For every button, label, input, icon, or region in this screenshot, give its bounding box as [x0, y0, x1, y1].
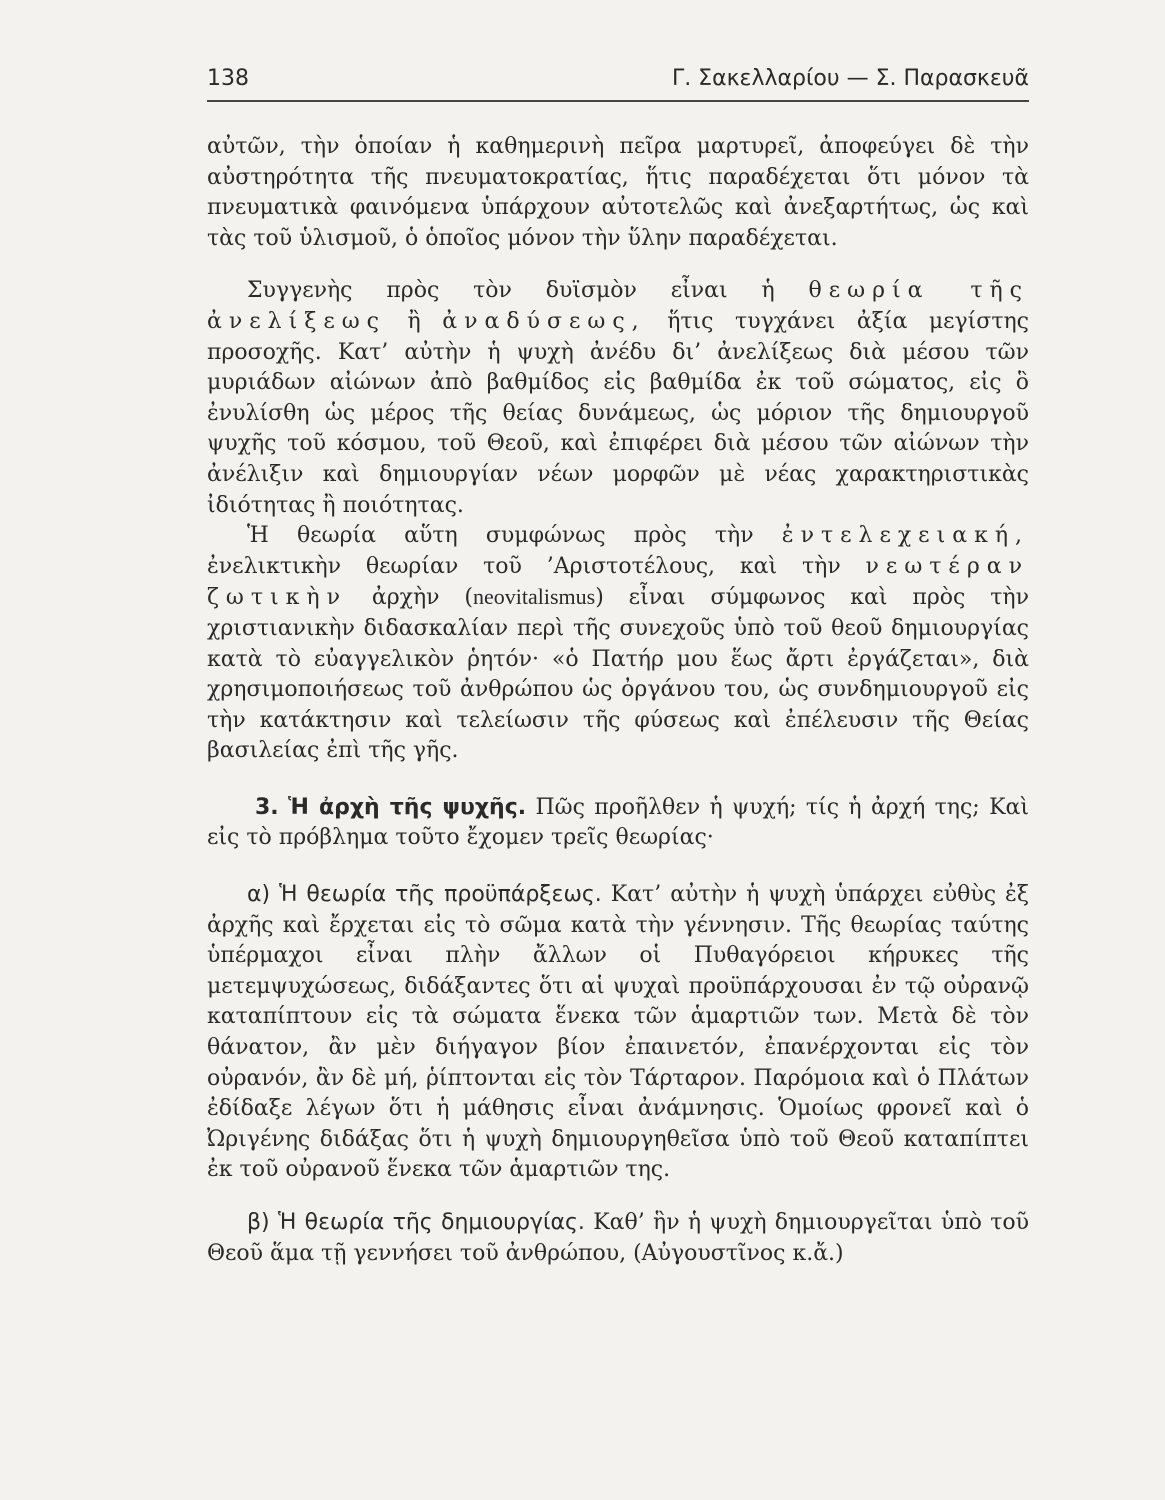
latin-term: neovitalismus — [473, 584, 596, 610]
paragraph-evolution-theory — [207, 276, 1029, 521]
spaced-term: ἀναδύσεως, — [442, 308, 646, 334]
section-title: Ἡ ἀρχὴ τῆς ψυχῆς. — [288, 794, 527, 820]
theory-preexistence — [207, 880, 1029, 1186]
page-number: 138 — [207, 66, 249, 91]
section-intro-text: Πῶς προῆλθεν ἡ ψυχή; τίς ἡ ἀρχή της; Καὶ εἰς τὸ πρόβλημα τοῦτο ἔχομεν τρεῖς θεωρίας· — [207, 794, 1029, 851]
spaced-term: νεωτέραν ζωτικὴν — [207, 553, 1029, 611]
section-3-intro — [207, 793, 1029, 854]
theory-label: α) — [247, 882, 271, 908]
page-header — [207, 66, 1029, 102]
text-run: ἥτις τυγχάνει ἀξία μεγίστης προσοχῆς. Κατ’ αὐτὴν ἡ ψυχὴ ἀνέδυ δι’ ἀνελίξεως διὰ μέσου τῶν μυριάδων αἰώνων ἀπὸ βαθμίδος εἰς βαθμίδα ἐκ τοῦ σώματος, εἰς ὃ ἐνυλίσθη ὡς μέρος τῆς θείας δυνάμεως, ὡς μόριον τῆς δημιουργοῦ ψυχῆς τοῦ κόσμου, τοῦ Θεοῦ, καὶ ἐπιφέρει διὰ μέσου τῶν αἰώνων τὴν ἀνέλιξιν καὶ δημιουργίαν νέων μορφῶν μὲ νέας χαρακτηριστικὰς ἰδιότητας ἢ ποιότητας. — [207, 308, 1029, 518]
text-run: ἢ — [407, 308, 421, 334]
text-run: ἀρχὴν ( — [371, 585, 473, 611]
theory-title: Ἡ θεωρία τῆς δημιουργίας. — [277, 1210, 585, 1235]
text-run: Συγγενὴς πρὸς τὸν δυϊσμὸν εἶναι ἡ — [247, 278, 775, 304]
spaced-term: θεωρία τῆς ἀνελίξεως — [207, 278, 1029, 334]
theory-title: Ἡ θεωρία τῆς προϋπάρξεως. — [279, 882, 602, 908]
theory-label: β) — [247, 1210, 270, 1235]
text-run: ) εἶναι σύμφωνος καὶ πρὸς τὴν χριστιανικὴν διδασκαλίαν περὶ τῆς συνεχοῦς ὑπὸ τοῦ θεοῦ δημιουργίας κατὰ τὸ εὐαγγελικὸν ῥητόν· «ὁ Πατήρ μου ἕως ἄρτι ἐργάζεται», διὰ χρησιμοποιήσεως τοῦ ἀνθρώπου ὡς ὀργάνου του, ὡς συνδημιουργοῦ εἰς τὴν κατάκτησιν καὶ τελείωσιν τῆς φύσεως καὶ ἐπέλευσιν τῆς Θείας βασιλείας ἐπὶ τῆς γῆς. — [207, 585, 1029, 764]
body-text — [207, 132, 1029, 1269]
theory-creation — [207, 1208, 1029, 1269]
running-head: Γ. Σακελλαρίου — Σ. Παρασκευᾶ — [671, 66, 1029, 91]
paragraph-dualism-end: αὐτῶν, τὴν ὁποίαν ἡ καθημερινὴ πεῖρα μαρτυρεῖ, ἀποφεύγει δὲ τὴν αὐστηρότητα τῆς πνευματοκρατίας, ἥτις παραδέχεται ὅτι μόνον τὰ πνευματικὰ φαινόμενα ὑπάρχουν αὐτοτελῶς καὶ ἀνεξαρτήτως, ὡς καὶ τὰς τοῦ ὑλισμοῦ, ὁ ὁποῖος μόνον τὴν ὕλην παραδέχεται. — [207, 134, 1029, 251]
spaced-term: ἐντελεχειακή, — [781, 523, 1029, 549]
paragraph-entelechy — [207, 521, 1029, 767]
theory-text: Κατ’ αὐτὴν ἡ ψυχὴ ὑπάρχει εὐθὺς ἐξ ἀρχῆς καὶ ἔρχεται εἰς τὸ σῶμα κατὰ τὴν γέννησιν. Τῆς θεωρίας ταύτης ὑπέρμαχοι εἶναι πλὴν ἄλλων οἱ Πυθαγόρειοι κήρυκες τῆς μετεμψυχώσεως, διδάξαντες ὅτι αἱ ψυχαὶ προϋπάρχουσαι ἐν τῷ οὐρανῷ καταπίπτουν εἰς τὰ σώματα ἕνεκα τῶν ἁμαρτιῶν των. Μετὰ δὲ τὸν θάνατον, ἂν μὲν διήγαγον βίον ἐπαινετόν, ἐπανέρχονται εἰς τὸν οὐρανόν, ἂν δὲ μή, ῥίπτονται εἰς τὸν Τάρταρον. Παρόμοια καὶ ὁ Πλάτων ἐδίδαξε λέγων ὅτι ἡ μάθησις εἶναι ἀνάμνησις. Ὁμοίως φρονεῖ καὶ ὁ Ὠριγένης διδάξας ὅτι ἡ ψυχὴ δημιουργηθεῖσα ὑπὸ τοῦ Θεοῦ καταπίπτει ἐκ τοῦ οὐρανοῦ ἕνεκα τῶν ἁμαρτιῶν της. — [207, 882, 1029, 1183]
theory-text: Καθ’ ἣν ἡ ψυχὴ δημιουργεῖται ὑπὸ τοῦ Θεοῦ ἅμα τῇ γεννήσει τοῦ ἀνθρώπου, (Αὐγουστῖνος κ.ἄ.) — [207, 1210, 1030, 1266]
section-number: 3. — [255, 794, 279, 820]
text-run: ἐνελικτικὴν θεωρίαν τοῦ ’Αριστοτέλους, καὶ τὴν — [207, 553, 841, 579]
text-run: Ἡ θεωρία αὕτη συμφώνως πρὸς τὴν — [247, 523, 754, 549]
